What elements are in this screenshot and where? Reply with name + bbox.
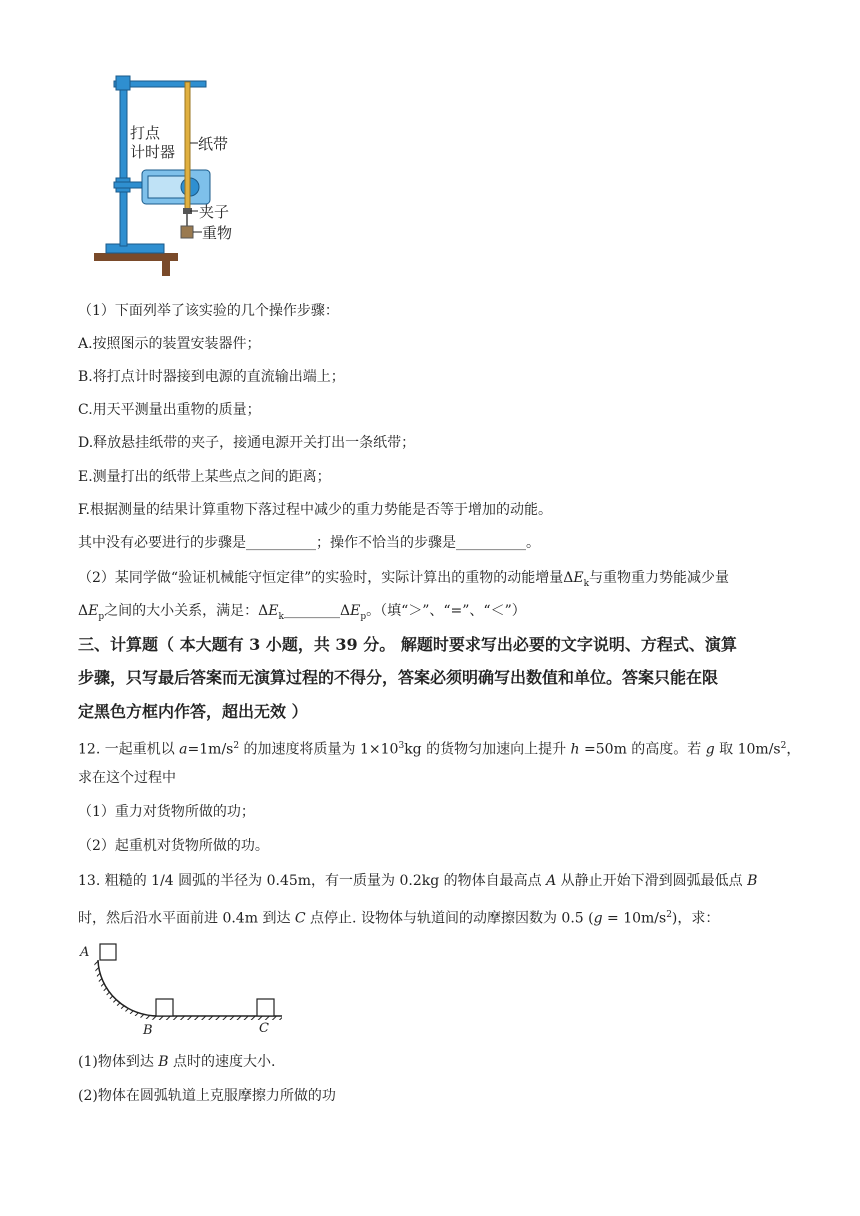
q12-line2: 求在这个过程中 bbox=[78, 770, 176, 786]
step-f: F.根据测量的结果计算重物下落过程中减少的重力势能是否等于增加的动能。 bbox=[78, 502, 552, 518]
section3-heading-2: 步骤，只写最后答案而无演算过程的不得分，答案必须明确写出数值和单位。答案只能在限 bbox=[78, 668, 719, 687]
label-a: A bbox=[80, 945, 90, 960]
arc-track-figure bbox=[76, 940, 291, 1035]
q12-part2: （2）起重机对货物所做的功。 bbox=[78, 838, 269, 854]
weight bbox=[181, 226, 193, 238]
label-clip: 夹子 bbox=[199, 203, 230, 221]
arc-hatch bbox=[94, 960, 282, 1020]
stand-base bbox=[106, 244, 164, 253]
step-e: E.测量打出的纸带上某些点之间的距离； bbox=[78, 469, 331, 485]
block-c bbox=[257, 999, 274, 1016]
label-c: C bbox=[259, 1021, 269, 1035]
section3-heading-3: 定黑色方框内作答，超出无效 ） bbox=[78, 702, 308, 721]
q13-line1: 13. 粗糙的 1/4 圆弧的半径为 0.45m，有一质量为 0.2kg 的物体自最高点 A 从静止开始下滑到圆弧最低点 B bbox=[78, 873, 758, 889]
label-b: B bbox=[143, 1023, 153, 1035]
apparatus-figure bbox=[90, 68, 280, 276]
step-d: D.释放悬挂纸带的夹子，接通电源开关打出一条纸带； bbox=[78, 435, 416, 451]
label-weight: 重物 bbox=[202, 224, 233, 242]
q13-part1: (1)物体到达 B 点时的速度大小. bbox=[78, 1054, 276, 1070]
q11-part2-line2: $\Delta E_p$之间的大小关系，满足：$\Delta E_k\_\_\_\_\_\_\_\_\Delta E_p$。（填“＞”、“=”、“＜”） bbox=[78, 603, 526, 622]
q12-line1: 12. 一起重机以 $a=1m/s^2$ 的加速度将质量为 $1\times 10^3kg$ 的货物匀加速向上提升 h =50m 的高度。若 g 取 $10m/s^2$， bbox=[78, 741, 801, 758]
label-tape: 纸带 bbox=[198, 135, 229, 153]
q11-blank-line: 其中没有必要进行的步骤是__________；操作不恰当的步骤是__________。 bbox=[78, 535, 540, 551]
step-b: B.将打点计时器接到电源的直流输出端上； bbox=[78, 369, 345, 385]
q13-line2: 时，然后沿水平面前进 0.4m 到达 C 点停止. 设物体与轨道间的动摩擦因数为 0.5 $(g = 10m/s^2)$，求： bbox=[78, 910, 720, 927]
section3-heading-1: 三、计算题（ 本大题有 3 小题，共 39 分。 解题时要求写出必要的文字说明、方程式、演算 bbox=[78, 635, 737, 654]
label-timer-2: 计时器 bbox=[130, 143, 176, 161]
q12-part1: （1）重力对货物所做的功； bbox=[78, 804, 255, 820]
q11-part1-intro: （1）下面列举了该实验的几个操作步骤： bbox=[78, 303, 339, 319]
table-top bbox=[94, 253, 178, 261]
label-timer-1: 打点 bbox=[130, 124, 161, 142]
paper-tape bbox=[185, 82, 190, 212]
step-a: A.按照图示的装置安装器件； bbox=[78, 336, 261, 352]
stand-rod bbox=[120, 76, 127, 246]
block-a bbox=[100, 944, 116, 960]
block-b bbox=[156, 999, 173, 1016]
step-c: C.用天平测量出重物的质量； bbox=[78, 402, 261, 418]
q13-part2: (2)物体在圆弧轨道上克服摩擦力所做的功 bbox=[78, 1088, 336, 1104]
q11-part2-line1: （2）某同学做“验证机械能守恒定律”的实验时，实际计算出的重物的动能增量$\Delta E_k$与重物重力势能减少量 bbox=[78, 570, 730, 589]
table-leg bbox=[162, 261, 170, 276]
